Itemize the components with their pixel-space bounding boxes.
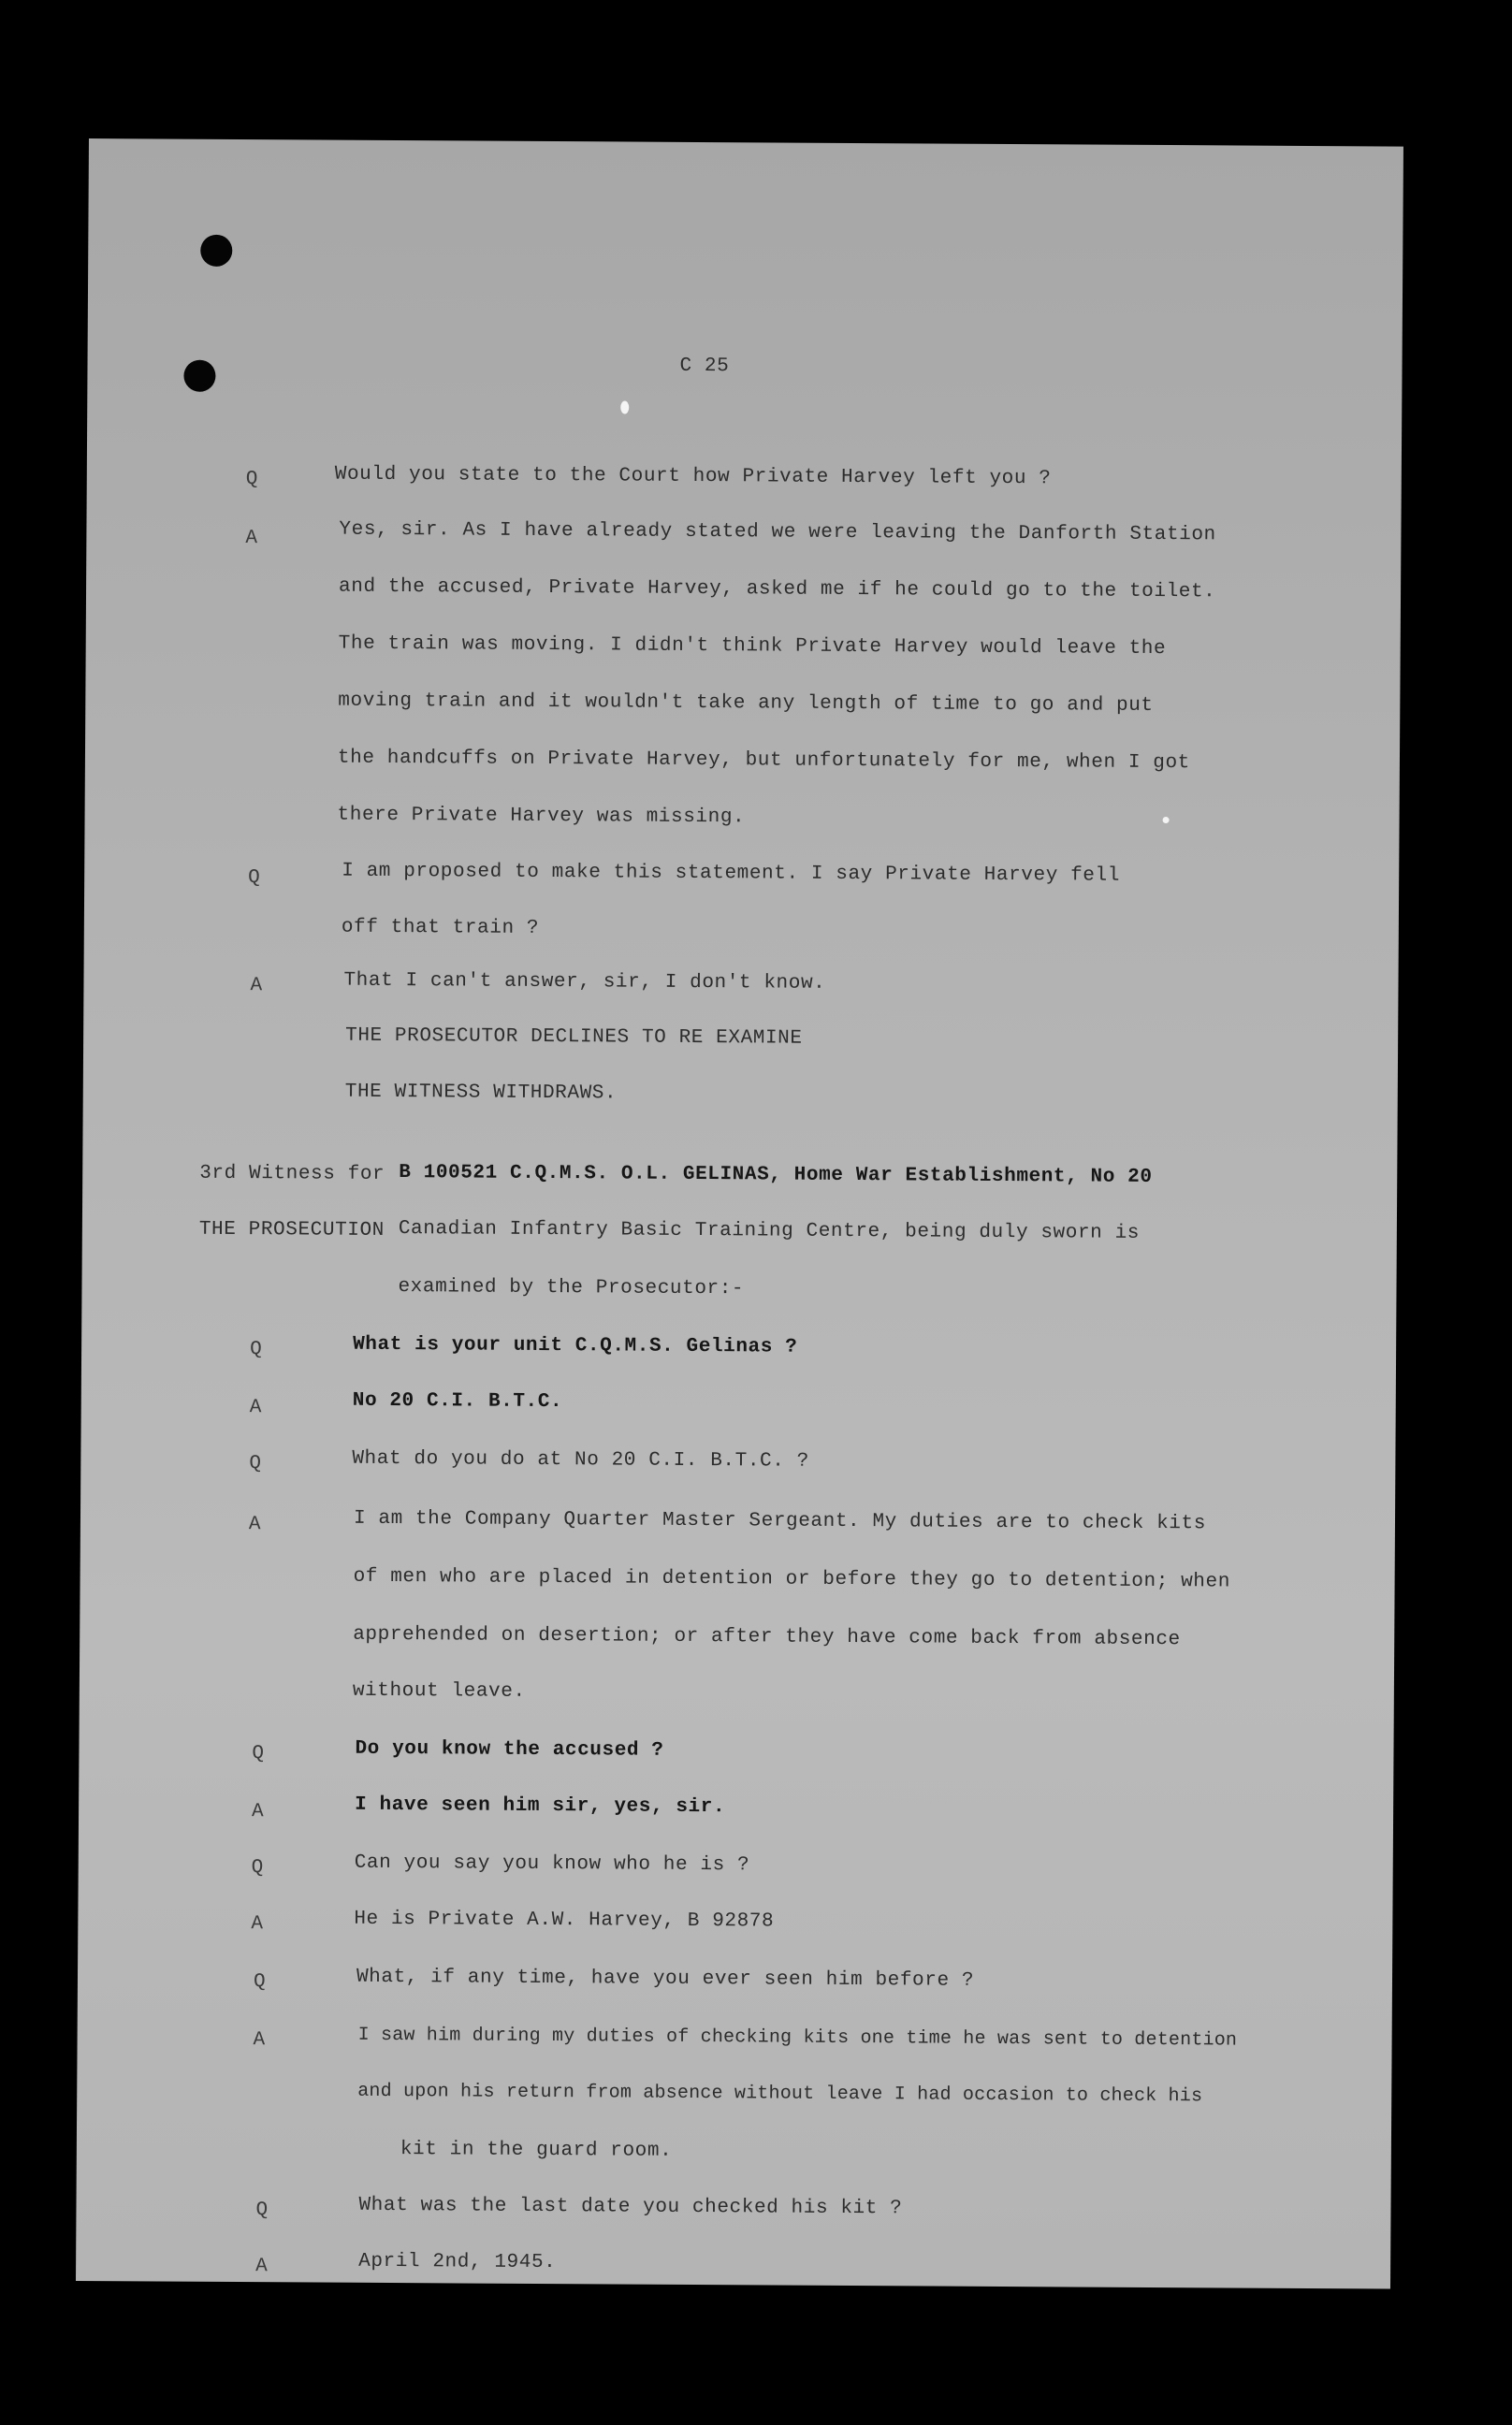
- page-number: C 25: [679, 355, 730, 378]
- qa-label: Q: [250, 1339, 262, 1361]
- testimony-line: What, if any time, have you ever seen him before ?: [356, 1966, 975, 1992]
- testimony-line: the handcuffs on Private Harvey, but unfortunately for me, when I got: [337, 747, 1190, 775]
- testimony-line: Do you know the accused ?: [355, 1737, 664, 1762]
- proceedings-note: THE PROSECUTOR DECLINES TO RE EXAMINE: [345, 1024, 803, 1050]
- document-page: [76, 138, 1403, 2289]
- film-speck: [1163, 817, 1170, 823]
- witness-heading: 3rd Witness for: [199, 1162, 385, 1185]
- punch-hole: [200, 235, 232, 267]
- qa-label: Q: [249, 1453, 262, 1475]
- qa-label: A: [253, 2029, 266, 2052]
- testimony-line: What is your unit C.Q.M.S. Gelinas ?: [353, 1333, 798, 1358]
- testimony-line: Yes, sir. As I have already stated we were leaving the Danforth Station: [339, 518, 1216, 546]
- proceedings-note: THE WITNESS WITHDRAWS.: [344, 1081, 618, 1105]
- qa-label: Q: [245, 469, 258, 491]
- testimony-line: and upon his return from absence without leave I had occasion to check his: [357, 2080, 1203, 2108]
- testimony-line: moving train and it wouldn't take any length of time to go and put: [338, 690, 1154, 717]
- qa-label: Q: [253, 1971, 266, 1994]
- testimony-line: off that train ?: [341, 916, 540, 939]
- qa-label: A: [251, 1913, 264, 1936]
- qa-label: Q: [255, 2200, 269, 2222]
- witness-heading: THE PROSECUTION: [198, 1218, 385, 1242]
- testimony-line: I saw him during my duties of checking kits one time he was sent to detention: [357, 2024, 1238, 2052]
- testimony-line: and the accused, Private Harvey, asked me if he could go to the toilet.: [339, 575, 1216, 603]
- qa-label: A: [252, 1801, 264, 1823]
- testimony-line: I am proposed to make this statement. I say Private Harvey fell: [342, 860, 1121, 887]
- qa-label: Q: [248, 867, 260, 890]
- testimony-line: of men who are placed in detention or before they go to detention; when: [353, 1565, 1231, 1593]
- testimony-line: Can you say you know who he is ?: [354, 1851, 750, 1877]
- qa-label: A: [245, 528, 258, 550]
- testimony-line: No 20 C.I. B.T.C.: [352, 1389, 563, 1414]
- qa-label: A: [249, 1397, 262, 1419]
- testimony-line: He is Private A.W. Harvey, B 92878: [354, 1908, 775, 1933]
- testimony-line: What do you do at No 20 C.I. B.T.C. ?: [352, 1447, 809, 1473]
- testimony-line: The train was moving. I didn't think Private Harvey would leave the: [338, 632, 1167, 661]
- testimony-line: April 2nd, 1945.: [358, 2250, 557, 2274]
- qa-label: A: [255, 2256, 268, 2278]
- testimony-line: I am the Company Quarter Master Sergeant. My duties are to check kits: [353, 1507, 1206, 1535]
- qa-label: Q: [251, 1857, 264, 1880]
- qa-label: Q: [252, 1743, 265, 1765]
- testimony-line: kit in the guard room.: [400, 2139, 673, 2162]
- witness-intro: examined by the Prosecutor:-: [398, 1276, 745, 1300]
- testimony-line: That I can't answer, sir, I don't know.: [343, 969, 826, 995]
- qa-label: A: [250, 975, 263, 997]
- testimony-line: What was the last date you checked his kit ?: [358, 2194, 903, 2220]
- testimony-line: there Private Harvey was missing.: [337, 804, 746, 829]
- qa-label: A: [248, 1514, 261, 1536]
- testimony-line: I have seen him sir, yes, sir.: [355, 1793, 726, 1819]
- witness-intro: B 100521 C.Q.M.S. O.L. GELINAS, Home War Establishment, No 20: [399, 1162, 1153, 1188]
- testimony-line: apprehended on desertion; or after they have come back from absence: [353, 1623, 1181, 1651]
- testimony-line: without leave.: [352, 1679, 526, 1703]
- punch-hole: [183, 360, 215, 392]
- film-speck: [620, 400, 629, 414]
- witness-intro: Canadian Infantry Basic Training Centre, being duly sworn is: [398, 1218, 1141, 1244]
- testimony-line: Would you state to the Court how Private Harvey left you ?: [334, 463, 1052, 490]
